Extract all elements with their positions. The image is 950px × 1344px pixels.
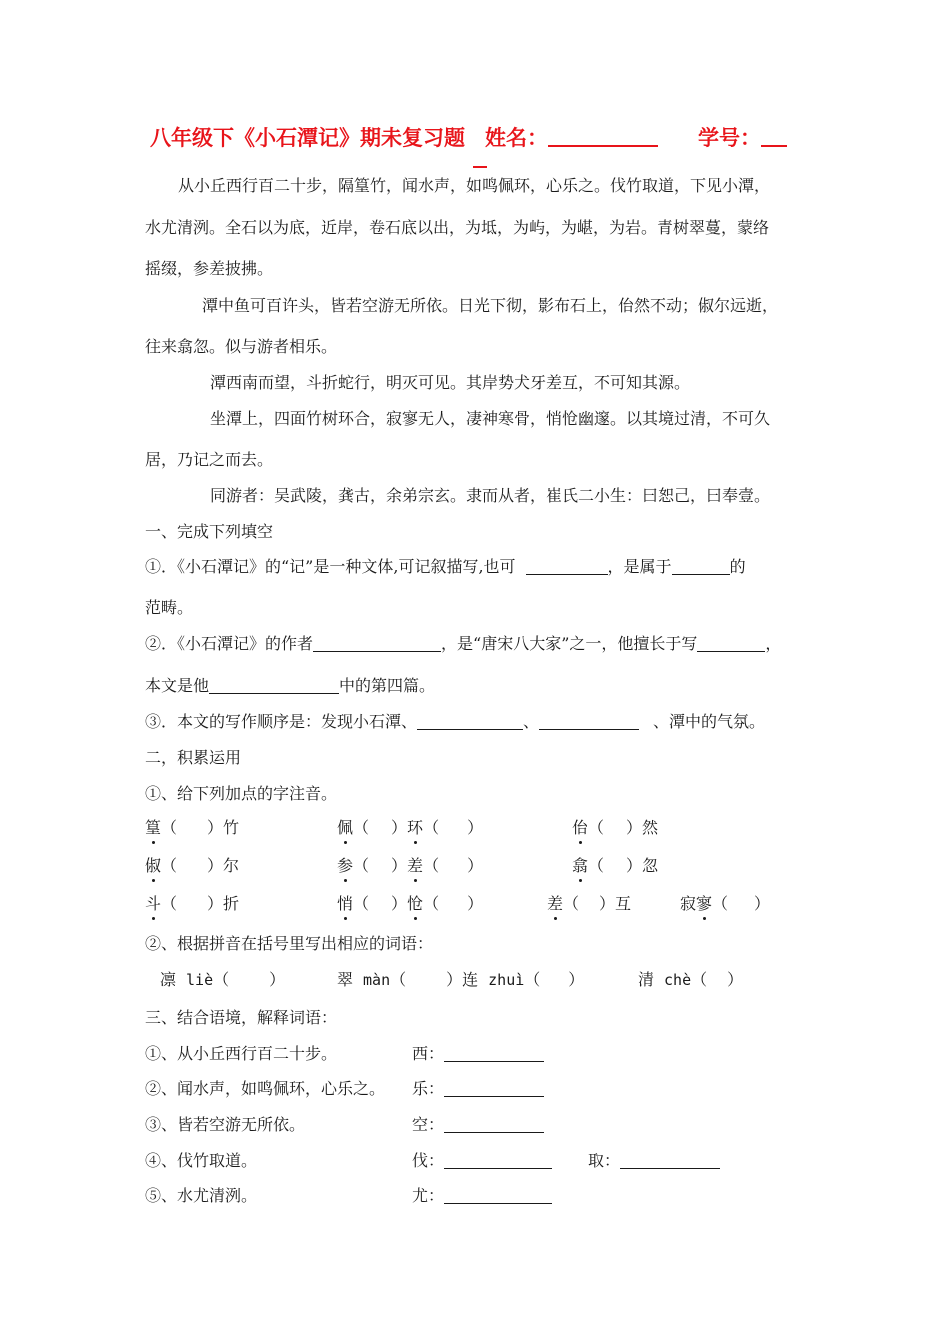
passage-line: 摇缀，参差披拂。 bbox=[145, 259, 274, 278]
vocab-answer: 取： bbox=[588, 1151, 720, 1171]
vocab-answer: 伐： bbox=[412, 1151, 552, 1171]
vocab-answer: 乐： bbox=[412, 1079, 544, 1099]
pinyin-fill-row: 清 chè（ ） bbox=[638, 970, 744, 989]
pinyin-row: 参（ ）差（ ） bbox=[337, 856, 484, 875]
answer-blank[interactable] bbox=[444, 1116, 544, 1133]
answer-blank[interactable] bbox=[209, 677, 339, 694]
pinyin-row: 寂寥（ ） bbox=[680, 894, 771, 913]
question-2: ②．《小石潭记》的作者 ，是“唐宋八大家”之一，他擅长于写 ， bbox=[145, 634, 782, 653]
question-3: ③．本文的写作顺序是：发现小石潭、 、 、潭中的气氛。 bbox=[145, 712, 766, 731]
passage-line: 从小丘西行百二十步，隔篁竹，闻水声，如鸣佩环，心乐之。伐竹取道，下见小潭， bbox=[178, 176, 771, 195]
section-heading: 二，积累运用 bbox=[145, 748, 242, 767]
vocab-answer: 尤： bbox=[412, 1186, 552, 1206]
section-heading: 一、完成下列填空 bbox=[145, 522, 274, 541]
vocab-answer: 西： bbox=[412, 1044, 544, 1064]
answer-blank[interactable] bbox=[539, 713, 639, 730]
student-id-label: 学号： bbox=[698, 126, 761, 150]
vocab-sentence: ③、皆若空游无所依。 bbox=[145, 1115, 306, 1134]
page-title bbox=[150, 122, 810, 152]
passage-line: 坐潭上，四面竹树环合，寂寥无人，凄神寒骨，悄怆幽邃。以其境过清，不可久 bbox=[210, 409, 771, 428]
passage-line: 潭中鱼可百许头，皆若空游无所依。日光下彻，影布石上，佁然不动；俶尔远逝， bbox=[202, 296, 779, 315]
pinyin-row: 翕（ ）忽 bbox=[572, 856, 659, 875]
pinyin-row: 悄（ ）怆（ ） bbox=[337, 894, 484, 913]
passage-line: 往来翕忽。似与游者相乐。 bbox=[145, 337, 338, 356]
answer-blank[interactable] bbox=[672, 558, 730, 575]
question-1: ①．《小石潭记》的“记”是一种文体,可记叙描写,也可 ，是属于 的 bbox=[145, 557, 746, 576]
pinyin-fill-row: 凛 liè（ ） bbox=[160, 970, 286, 989]
answer-blank[interactable] bbox=[620, 1152, 720, 1169]
passage-line: 居，乃记之而去。 bbox=[145, 450, 274, 469]
answer-blank[interactable] bbox=[444, 1187, 552, 1204]
student-id-blank[interactable] bbox=[761, 127, 787, 147]
question-2-continued: 本文是他 中的第四篇。 bbox=[145, 676, 436, 695]
question-1-continued: 范畴。 bbox=[145, 598, 194, 617]
vocab-answer: 空： bbox=[412, 1115, 544, 1135]
passage-line: 潭西南而望，斗折蛇行，明灭可见。其岸势犬牙差互，不可知其源。 bbox=[210, 373, 691, 392]
sub-question: ②、根据拼音在括号里写出相应的词语： bbox=[145, 934, 434, 953]
student-id-blank-continued[interactable] bbox=[473, 152, 487, 168]
name-label: 姓名： bbox=[485, 126, 548, 150]
pinyin-row: 斗（ ）折 bbox=[145, 894, 240, 913]
answer-blank[interactable] bbox=[697, 635, 765, 652]
name-blank[interactable] bbox=[548, 127, 658, 147]
vocab-sentence: ④、伐竹取道。 bbox=[145, 1151, 258, 1170]
passage-line: 水尤清洌。全石以为底，近岸，卷石底以出，为坻，为屿，为嵁，为岩。青树翠蔓，蒙络 bbox=[145, 218, 770, 237]
pinyin-row: 俶（ ）尔 bbox=[145, 856, 240, 875]
answer-blank[interactable] bbox=[444, 1152, 552, 1169]
answer-blank[interactable] bbox=[313, 635, 441, 652]
vocab-sentence: ②、闻水声，如鸣佩环，心乐之。 bbox=[145, 1079, 386, 1098]
passage-line: 同游者：吴武陵，龚古，余弟宗玄。隶而从者，崔氏二小生：曰恕己，曰奉壹。 bbox=[210, 486, 771, 505]
title-heading: 八年级下《小石潭记》期未复习题 bbox=[150, 126, 465, 150]
sub-question: ①、给下列加点的字注音。 bbox=[145, 784, 338, 803]
pinyin-row: 篁（ ）竹 bbox=[145, 818, 240, 837]
answer-blank[interactable] bbox=[417, 713, 523, 730]
vocab-sentence: ⑤、水尤清洌。 bbox=[145, 1186, 258, 1205]
answer-blank[interactable] bbox=[444, 1045, 544, 1062]
pinyin-fill-row: 翠 màn（ ）连 zhuì（ ） bbox=[337, 970, 585, 989]
pinyin-row: 差（ ）互 bbox=[547, 894, 632, 913]
answer-blank[interactable] bbox=[444, 1080, 544, 1097]
pinyin-row: 佩（ ）环（ ） bbox=[337, 818, 484, 837]
vocab-sentence: ①、从小丘西行百二十步。 bbox=[145, 1044, 338, 1063]
section-heading: 三、结合语境，解释词语： bbox=[145, 1008, 338, 1027]
answer-blank[interactable] bbox=[526, 558, 608, 575]
pinyin-row: 佁（ ）然 bbox=[572, 818, 659, 837]
